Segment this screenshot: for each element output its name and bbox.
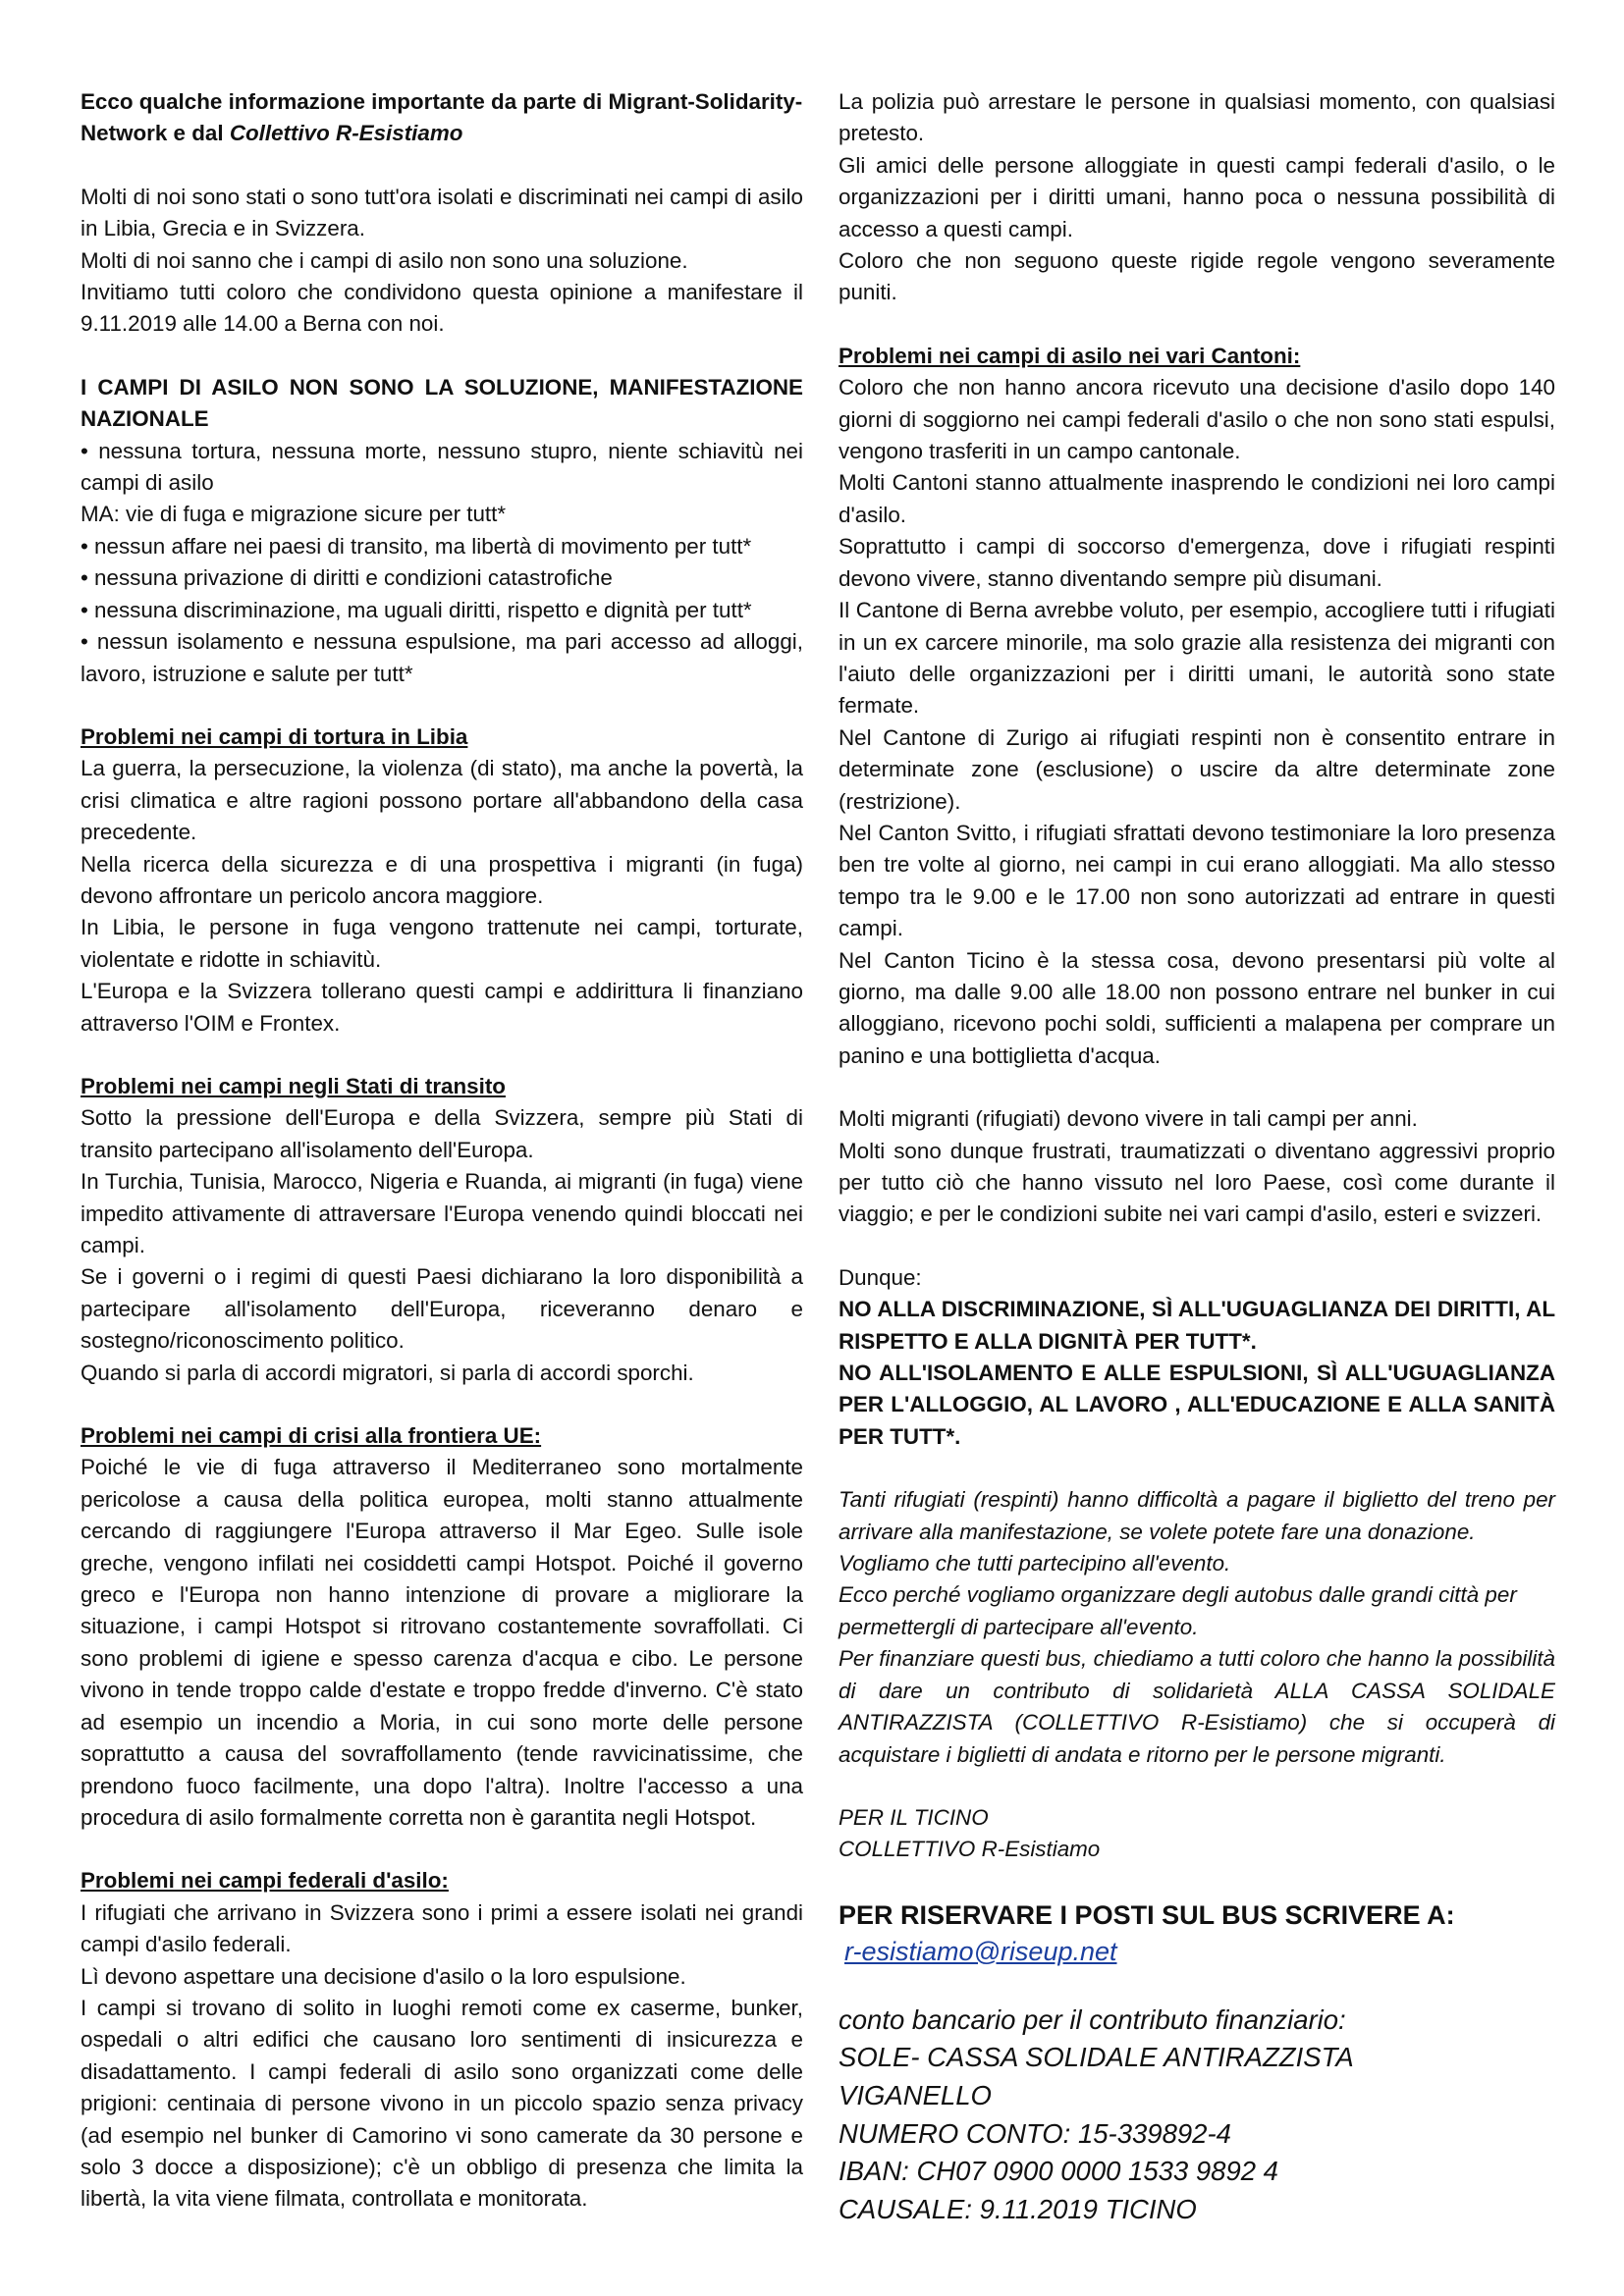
ma-line: MA: vie di fuga e migrazione sicure per tutt* [81,502,507,527]
cantoni-paragraph: Molti Cantoni stanno attualmente inasprendo le condizioni nei loro campi d'asilo. [839,470,1555,527]
federali-paragraph: I rifugiati che arrivano in Svizzera sono i primi a essere isolati nei grandi campi d'asilo federali. [81,1899,803,1957]
bus-reservation-title: PER RISERVARE I POSTI SUL BUS SCRIVERE A: [839,1899,1455,1930]
cantoni-paragraph: Coloro che non hanno ancora ricevuto una decisione d'asilo dopo 140 giorni di soggiorno nei campi federali d'asilo o che non sono stati espulsi, vengono trasferiti in un campo cantonale. [839,375,1555,464]
libia-paragraph: Nella ricerca della sicurezza e di una prospettiva i migranti (in fuga) devono affrontare un pericolo ancora maggiore. [81,851,803,908]
donation-paragraph: Tanti rifugiati (respinti) hanno difficoltà a pagare il biglietto del treno per arrivare alla manifestazione, se volete potete fare una donazione. [839,1487,1555,1544]
bank-account-number: NUMERO CONTO: 15-339892-4 [839,2117,1231,2149]
section-heading-cantoni: Problemi nei campi di asilo nei vari Cantoni: [839,343,1301,368]
intro-title [81,86,803,150]
manifest-title: I CAMPI DI ASILO NON SONO LA SOLUZIONE, MANIFESTAZIONE NAZIONALE [81,374,803,432]
polizia-paragraph: Gli amici delle persone alloggiate in questi campi federali d'asilo, o le organizzazioni per i diritti umani, hanno poca o nessuna possibilità di accesso a questi campi. [839,152,1555,241]
section-heading-crisi: Problemi nei campi di crisi alla frontiera UE: [81,1423,542,1449]
donation-paragraph: Per finanziare questi bus, chiediamo a tutti coloro che hanno la possibilità di dare un contributo di solidarietà ALLA CASSA SOLIDALE ANTIRAZZISTA (COLLETTIVO R-Esistiamo) che si occuperà di acquistare i biglietti di andata e ritorno per le persone migranti. [839,1646,1555,1767]
section-heading-federali: Problemi nei campi federali d'asilo: [81,1868,449,1894]
dunque-label: Dunque: [839,1264,922,1290]
intro-paragraph-2: Molti di noi sanno che i campi di asilo non sono una soluzione. [81,247,688,273]
migranti-paragraph: Molti sono dunque frustrati, traumatizzati o diventano aggressivi proprio per tutto ciò che hanno vissuto nel loro Paese, così come durante il viaggio; e per le condizioni subite nei vari campi d'asilo, esteri e svizzeri. [839,1138,1555,1227]
cantoni-paragraph: Il Cantone di Berna avrebbe voluto, per esempio, accogliere tutti i rifugiati in un ex carcere minorile, ma solo grazie alla resistenza dei migranti con l'aiuto delle organizzazioni per i diritti umani, le autorità sono state fermate. [839,598,1555,719]
donation-paragraph: Vogliamo che tutti partecipino all'evento. [839,1551,1231,1576]
crisi-paragraph: Poiché le vie di fuga attraverso il Mediterraneo sono mortalmente pericolose a causa della politica europea, molti stanno attualmente cercando di raggiungere l'Europa attraverso il Mar Egeo. Sulle isole greche, vengono infilati nei cosiddetti campi Hotspot. Poiché il governo greco e l'Europa non hanno intenzione di provare a migliorare la situazione, i campi Hotspot si ritrovano costantemente sovraffollati. Ci sono problemi di igiene e spesso carenza d'acqua e cibo. Le persone vivono in tende troppo calde d'estate e troppo fredde d'inverno. C'è stato ad esempio un incendio a Moria, in cui sono morte delle persone soprattutto a causa del sovraffollamento (tende ravvicinatissime, che prendono fuoco facilmente, una dopo l'altra). Inoltre l'accesso a una procedura di asilo formalmente corretta non è garantita negli Hotspot. [81,1455,803,1830]
cantoni-paragraph: Nel Canton Ticino è la stessa cosa, devono presentarsi più volte al giorno, ma dalle 9.00 alle 18.00 non possono entrare nel bunker in cui alloggiano, ricevono pochi soldi, sufficienti a malapena per comprare un panino e una bottiglietta d'acqua. [839,947,1555,1068]
intro-paragraph-1: Molti di noi sono stati o sono tutt'ora isolati e discriminati nei campi di asilo in Libia, Grecia e in Svizzera. [81,184,803,241]
demand-statement-2: NO ALL'ISOLAMENTO E ALLE ESPULSIONI, SÌ ALL'UGUAGLIANZA PER L'ALLOGGIO, AL LAVORO , ALL'EDUCAZIONE E ALLA SANITÀ PER TUTT*. [839,1361,1555,1449]
right-column [839,86,1555,2228]
section-heading-libia: Problemi nei campi di tortura in Libia [81,723,468,749]
polizia-paragraph: Coloro che non seguono queste rigide regole vengono severamente puniti. [839,248,1555,305]
bank-payment-reference: CAUSALE: 9.11.2019 TICINO [839,2193,1197,2224]
federali-paragraph: Lì devono aspettare una decisione d'asilo o la loro espulsione. [81,1963,686,1989]
intro-paragraph-3: Invitiamo tutti coloro che condividono questa opinione a manifestare il 9.11.2019 alle 14.00 a Berna con noi. [81,280,803,337]
demand-bullet: • nessuna privazione di diritti e condizioni catastrofiche [81,565,613,591]
signature-line-1: PER IL TICINO [839,1804,989,1830]
libia-paragraph: La guerra, la persecuzione, la violenza (di stato), ma anche la povertà, la crisi climatica e altre ragioni possono portare all'abbandono della casa precedente. [81,756,803,845]
intro-title-text: Ecco qualche informazione importante da parte di Migrant-Solidarity-Network e dal [81,89,803,146]
transito-paragraph: In Turchia, Tunisia, Marocco, Nigeria e Ruanda, ai migranti (in fuga) viene impedito attivamente di attraversare l'Europa venendo quindi bloccati nei campi. [81,1169,803,1257]
transito-paragraph: Se i governi o i regimi di questi Paesi dichiarano la loro disponibilità a partecipare all'isolamento dell'Europa, riceveranno denaro e sostegno/riconoscimento politico. [81,1264,803,1354]
demand-bullet: • nessun affare nei paesi di transito, ma libertà di movimento per tutt* [81,533,752,559]
bank-iban: IBAN: CH07 0900 0000 1533 9892 4 [839,2156,1278,2187]
libia-paragraph: L'Europa e la Svizzera tollerano questi campi e addirittura li finanziano attraverso l'OIM e Frontex. [81,979,803,1036]
email-link[interactable]: r-esistiamo@riseup.net [844,1936,1117,1966]
demand-statement-1: NO ALLA DISCRIMINAZIONE, SÌ ALL'UGUAGLIANZA DEI DIRITTI, AL RISPETTO E ALLA DIGNITÀ PER TUTT*. [839,1297,1555,1354]
transito-paragraph: Sotto la pressione dell'Europa e della Svizzera, sempre più Stati di transito partecipano all'isolamento dell'Europa. [81,1105,803,1162]
cantoni-paragraph: Nel Cantone di Zurigo ai rifugiati respinti non è consentito entrare in determinate zone (esclusione) o uscire da altre determinate zone (restrizione). [839,724,1555,814]
demand-bullet: • nessuna discriminazione, ma uguali diritti, rispetto e dignità per tutt* [81,597,752,622]
left-column [81,86,803,2216]
bank-account-label: conto bancario per il contributo finanziario: [839,2003,1346,2035]
demand-bullet: • nessun isolamento e nessuna espulsione, ma pari accesso ad alloggi, lavoro, istruzione e salute per tutt* [81,629,803,686]
donation-paragraph: Ecco perché vogliamo organizzare degli autobus dalle grandi città per permettergli di partecipare all'evento. [839,1582,1517,1639]
signature-line-2: COLLETTIVO R-Esistiamo [839,1837,1101,1862]
transito-paragraph: Quando si parla di accordi migratori, si parla di accordi sporchi. [81,1360,694,1385]
cantoni-paragraph: Nel Canton Svitto, i rifugiati sfrattati devono testimoniare la loro presenza ben tre volte al giorno, nei campi in cui erano alloggiati. Ma allo stesso tempo tra le 9.00 e le 17.00 non sono autorizzati ad entrare in questi campi. [839,820,1555,941]
bank-account-holder: SOLE- CASSA SOLIDALE ANTIRAZZISTA [839,2042,1354,2073]
bank-account-location: VIGANELLO [839,2079,992,2110]
libia-paragraph: In Libia, le persone in fuga vengono trattenute nei campi, torturate, violentate e ridotte in schiavitù. [81,915,803,972]
polizia-paragraph: La polizia può arrestare le persone in qualsiasi momento, con qualsiasi pretesto. [839,89,1555,146]
section-heading-transito: Problemi nei campi negli Stati di transito [81,1073,506,1098]
demand-bullet: • nessuna tortura, nessuna morte, nessuno stupro, niente schiavitù nei campi di asilo [81,438,803,496]
migranti-paragraph: Molti migranti (rifugiati) devono vivere in tali campi per anni. [839,1106,1418,1132]
federali-paragraph: I campi si trovano di solito in luoghi remoti come ex caserme, bunker, ospedali o altri edifici che causano loro sentimenti di insicurezza e disadattamento. I campi federali di asilo sono organizzati come delle prigioni: centinaia di persone vivono in un piccolo spazio senza privacy (ad esempio nel bunker di Camorino vi sono camerate da 30 persone e solo 3 docce a disposizione); c'è un obbligo di presenza che limita la libertà, la vita viene filmata, controllata e monitorata. [81,1995,803,2212]
cantoni-paragraph: Soprattutto i campi di soccorso d'emergenza, dove i rifugiati respinti devono vivere, stanno diventando sempre più disumani. [839,534,1555,591]
intro-title-collective: Collettivo R-Esistiamo [229,121,463,146]
